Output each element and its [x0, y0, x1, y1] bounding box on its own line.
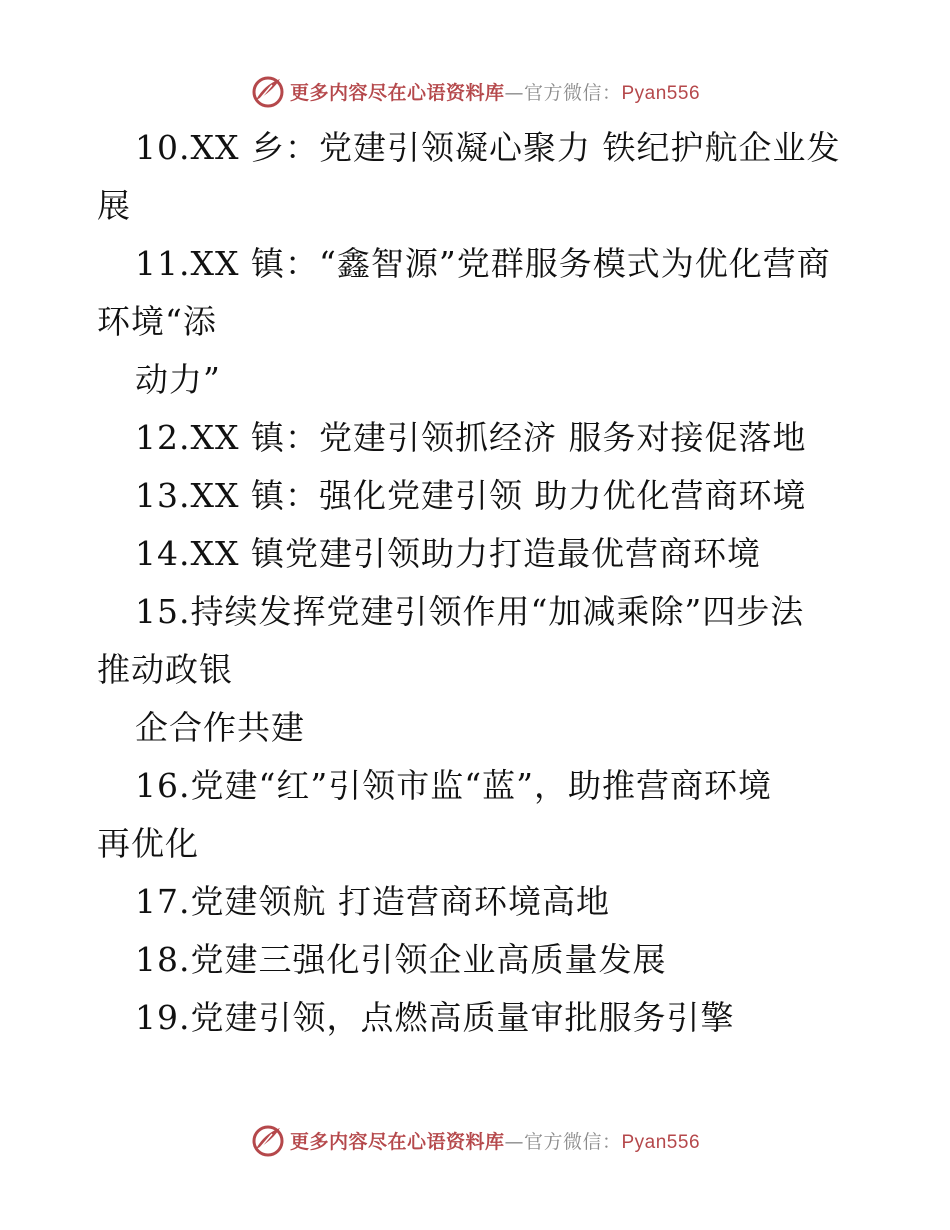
watermark-main-text: 更多内容尽在心语资料库 — [289, 81, 505, 104]
list-item-15-cont-2: 企合作共建 — [135, 708, 305, 747]
list-item-18: 18.党建三强化引领企业高质量发展 — [135, 940, 667, 979]
watermark-official-label: 官方微信： — [523, 81, 622, 104]
list-item-16: 16.党建“红”引领市监“蓝”，助推营商环境 — [135, 766, 772, 805]
list-item-11: 11.XX 镇：“鑫智源”党群服务模式为优化营商 — [135, 244, 831, 283]
watermark-dash: — — [504, 81, 524, 104]
watermark-official-label: 官方微信： — [523, 1130, 622, 1153]
pen-logo-icon — [250, 1122, 286, 1158]
watermark-main-text: 更多内容尽在心语资料库 — [289, 1130, 505, 1153]
footer-watermark — [0, 1120, 950, 1160]
watermark-wechat-id: Pyan556 — [621, 1131, 701, 1153]
list-item-16-cont: 再优化 — [97, 824, 199, 863]
list-item-14: 14.XX 镇党建引领助力打造最优营商环境 — [135, 534, 761, 573]
header-watermark — [0, 71, 950, 111]
list-item-15-cont: 推动政银 — [97, 650, 233, 689]
list-item-12: 12.XX 镇：党建引领抓经济 服务对接促落地 — [135, 418, 807, 457]
watermark-dash: — — [504, 1130, 524, 1153]
list-item-10: 10.XX 乡：党建引领凝心聚力 铁纪护航企业发 — [135, 128, 841, 167]
watermark-wechat-id: Pyan556 — [621, 82, 701, 104]
pen-logo-icon — [250, 73, 286, 109]
list-item-17: 17.党建领航 打造营商环境高地 — [135, 882, 610, 921]
list-item-11-cont: 环境“添 — [97, 302, 217, 341]
list-item-15: 15.持续发挥党建引领作用“加减乘除”四步法 — [135, 592, 805, 631]
list-item-19: 19.党建引领，点燃高质量审批服务引擎 — [135, 998, 735, 1037]
list-item-13: 13.XX 镇：强化党建引领 助力优化营商环境 — [135, 476, 807, 515]
list-item-10-cont: 展 — [97, 186, 131, 225]
list-item-11-cont-2: 动力” — [135, 360, 221, 399]
